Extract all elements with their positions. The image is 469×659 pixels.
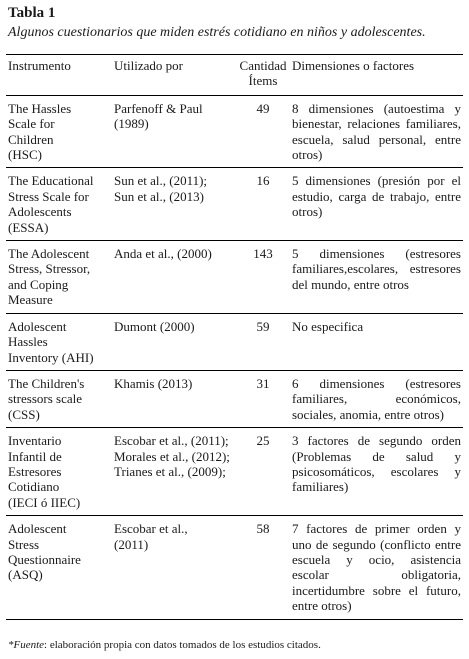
- cell-items: 58: [256, 521, 270, 537]
- cell-instrumento-line: Estresores: [8, 463, 62, 479]
- cell-utilizado-por-line: Parfenoff & Paul: [114, 100, 203, 116]
- cell-dimensiones: 6 dimensiones (estresores familiares, económicos, sociales, anomia, entre otros): [292, 375, 461, 422]
- cell-instrumento: [6, 168, 112, 241]
- cell-utilizado-por: [112, 313, 236, 370]
- table-row: [6, 370, 463, 427]
- cell-instrumento-line: and Coping: [8, 276, 69, 292]
- cell-instrumento: [6, 370, 112, 427]
- cell-instrumento: [6, 428, 112, 516]
- table-row: [6, 241, 463, 314]
- table-row: [6, 168, 463, 241]
- cell-instrumento-line: (ESSA): [8, 219, 49, 235]
- cell-instrumento-line: Inventory (AHI): [8, 349, 94, 365]
- table-body: [6, 95, 463, 619]
- cell-items: 143: [253, 246, 273, 262]
- table-header-row: [6, 55, 463, 96]
- cell-instrumento-line: Stress: [8, 536, 40, 552]
- cell-instrumento-line: (CSS): [8, 406, 40, 422]
- cell-items: 31: [256, 375, 270, 391]
- cell-instrumento: [6, 95, 112, 168]
- cell-utilizado-por-line: (1989): [114, 116, 149, 132]
- cell-instrumento-line: Adolescent: [8, 318, 67, 334]
- cell-utilizado-por-line: Dumont (2000): [114, 318, 195, 334]
- cell-utilizado-por: [112, 370, 236, 427]
- header-utilizado-por: Utilizado por: [114, 58, 183, 73]
- cell-utilizado-por-line: Trianes et al., (2009);: [114, 463, 226, 479]
- cell-utilizado-por: [112, 428, 236, 516]
- footnote-text: : elaboración propia con datos tomados de los estudios citados.: [44, 639, 321, 651]
- cell-utilizado-por: [112, 241, 236, 314]
- cell-instrumento-line: Scale for: [8, 116, 55, 132]
- cell-utilizado-por: [112, 95, 236, 168]
- cell-utilizado-por-line: (2011): [114, 536, 149, 552]
- questionnaire-table: [6, 54, 463, 620]
- cell-items: 25: [256, 433, 270, 449]
- cell-instrumento-line: Infantil de: [8, 448, 62, 464]
- cell-instrumento-line: The Educational: [8, 173, 94, 189]
- table-row: [6, 516, 463, 619]
- cell-instrumento-line: Hassles: [8, 334, 48, 350]
- cell-instrumento-line: The Hassles: [8, 100, 72, 116]
- cell-utilizado-por-line: Khamis (2013): [114, 375, 193, 391]
- cell-items: 16: [256, 173, 270, 189]
- table-row: [6, 313, 463, 370]
- header-cantidad-line1: Cantidad: [239, 58, 287, 73]
- table-caption: Algunos cuestionarios que miden estrés cotidiano en niños y adolescentes.: [8, 25, 426, 40]
- cell-instrumento-line: Cotidiano: [8, 479, 60, 495]
- header-cantidad-line2: Ítems: [248, 73, 278, 89]
- cell-dimensiones: 3 factores de segundo orden (Problemas de salud y psicosomáticos, escolares y familiares): [292, 433, 461, 495]
- cell-instrumento-line: Stress Scale for: [8, 188, 89, 204]
- cell-utilizado-por-line: Sun et al., (2013): [114, 188, 204, 204]
- cell-instrumento-line: Inventario: [8, 433, 62, 449]
- footnote: [8, 639, 321, 652]
- cell-instrumento: [6, 313, 112, 370]
- cell-instrumento-line: (ASQ): [8, 567, 43, 583]
- cell-instrumento-line: Stress, Stressor,: [8, 261, 91, 277]
- cell-utilizado-por-line: Escobar et al.,: [114, 521, 188, 537]
- cell-instrumento: [6, 241, 112, 314]
- cell-items: 59: [256, 318, 270, 334]
- table-row: [6, 95, 463, 168]
- cell-dimensiones: 7 factores de primer orden y uno de segundo (conflicto entre escuela y ocio, asistencia escolar obligatoria, incertidumbre sobre el futuro, entre otros): [292, 521, 461, 614]
- header-dimensiones: Dimensiones o factores: [292, 58, 415, 73]
- footnote-prefix: *Fuente: [8, 639, 45, 651]
- cell-instrumento-line: (IECI ó IIEC): [8, 494, 81, 510]
- cell-utilizado-por-line: Escobar et al., (2011);: [114, 433, 229, 449]
- cell-instrumento-line: stressors scale: [8, 391, 83, 407]
- cell-items: 49: [256, 100, 270, 116]
- cell-instrumento-line: (HSC): [8, 147, 42, 163]
- header-instrumento: Instrumento: [8, 58, 71, 73]
- cell-utilizado-por-line: Morales et al., (2012);: [114, 448, 230, 464]
- cell-instrumento-line: Children: [8, 131, 54, 147]
- table-row: [6, 428, 463, 516]
- cell-instrumento: [6, 516, 112, 619]
- cell-instrumento-line: Adolescents: [8, 204, 72, 220]
- cell-utilizado-por: [112, 168, 236, 241]
- cell-utilizado-por-line: Anda et al., (2000): [114, 246, 212, 262]
- cell-instrumento-line: Measure: [8, 292, 53, 308]
- header-cantidad-items: [236, 55, 290, 96]
- cell-instrumento-line: Adolescent: [8, 521, 67, 537]
- cell-instrumento-line: The Children's: [8, 375, 85, 391]
- cell-dimensiones: 5 dimensiones (estresores familiares,escolares, estresores del mundo, entre otros: [292, 246, 461, 292]
- cell-instrumento-line: The Adolescent: [8, 246, 90, 262]
- cell-instrumento-line: Questionnaire: [8, 551, 81, 567]
- table-label: Tabla 1: [8, 5, 56, 21]
- cell-utilizado-por-line: Sun et al., (2011);: [114, 173, 208, 189]
- cell-dimensiones: No especifica: [292, 318, 364, 334]
- cell-dimensiones: 5 dimensiones (presión por el estudio, carga de trabajo, entre otros): [292, 173, 461, 220]
- cell-utilizado-por: [112, 516, 236, 619]
- cell-dimensiones: 8 dimensiones (autoestima y bienestar, relaciones familiares, escuela, salud personal, entre otros): [292, 100, 461, 163]
